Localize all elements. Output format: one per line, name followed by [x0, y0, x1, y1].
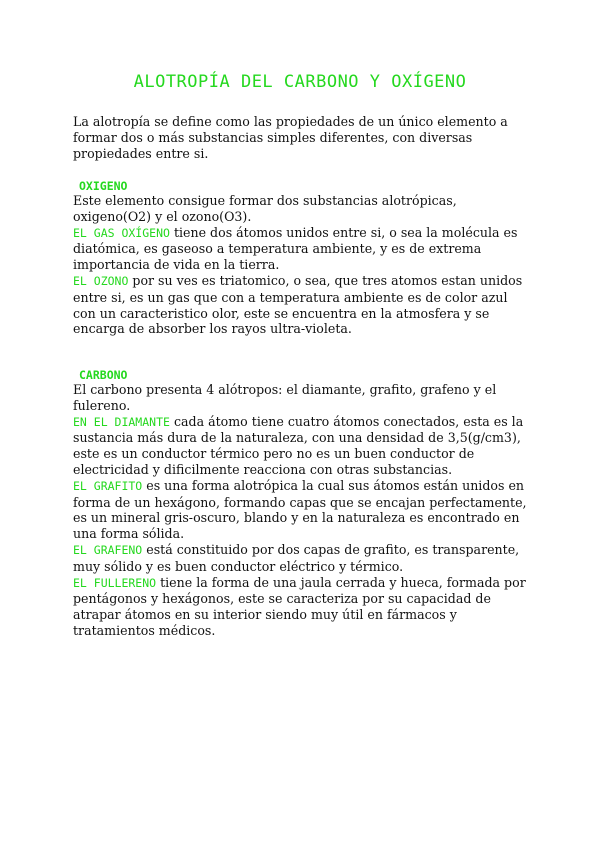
ozono-label: EL OZONO [73, 273, 129, 288]
gas-oxigeno-label: EL GAS OXÍGENO [73, 225, 170, 240]
fullereno-paragraph [73, 575, 533, 639]
carbono-heading: CARBONO [79, 368, 128, 382]
grafito-label: EL GRAFITO [73, 478, 143, 493]
gas-oxigeno-text: tiene dos átomos unidos entre si, o sea la molécula es diatómica, es gaseoso a temperatura ambiente, y es de extrema importancia de vida en la tierra. [73, 224, 518, 273]
document-title: ALOTROPÍA DEL CARBONO Y OXÍGENO [133, 72, 467, 92]
oxigeno-intro: Este elemento consigue formar dos substancias alotrópicas, oxigeno(O2) y el ozono(O3). [73, 193, 457, 224]
fullereno-label: EL FULLERENO [73, 575, 157, 590]
fullereno-text: tiene la forma de una jaula cerrada y hueca, formada por pentágonos y hexágonos, este se caracteriza por su capacidad de atrapar átomos en su interior siendo muy útil en fármacos y tratamientos médicos. [73, 574, 526, 638]
ozono-paragraph [73, 273, 533, 337]
oxigeno-heading: OXIGENO [79, 179, 128, 193]
grafito-paragraph [73, 478, 533, 542]
diamante-paragraph [73, 414, 533, 478]
carbono-intro: El carbono presenta 4 alótropos: el diamante, grafito, grafeno y el fulereno. [73, 382, 497, 413]
oxigeno-section [73, 193, 533, 337]
ozono-text: por su ves es triatomico, o sea, que tres atomos estan unidos entre si, es un gas que con a temperatura ambiente es de color azul con un caracteristico olor, este se encuentra en la atmosfera y se encarga de absorber los rayos ultra-violeta. [73, 272, 523, 337]
grafito-text: es una forma alotrópica la cual sus átomos están unidos en forma de un hexágono, formando capas que se encajan perfectamente, es un mineral gris-oscuro, blando y en la naturaleza es encontrado en una forma sólida. [73, 477, 527, 542]
grafeno-text: está constituido por dos capas de grafito, es transparente, muy sólido y es buen conductor eléctrico y térmico. [73, 541, 520, 574]
grafeno-label: EL GRAFENO [73, 542, 143, 557]
diamante-label: EN EL DIAMANTE [73, 414, 170, 429]
intro-paragraph: La alotropía se define como las propiedades de un único elemento a formar dos o más substancias simples diferentes, con diversas propiedades entre si. [73, 114, 508, 161]
diamante-text: cada átomo tiene cuatro átomos conectados, esta es la sustancia más dura de la naturaleza, con una densidad de 3,5(g/cm3), este es un conductor térmico pero no es un buen conductor de electricidad y dificilmente reacciona con otras substancias. [73, 413, 524, 477]
gas-oxigeno-paragraph [73, 225, 533, 273]
grafeno-paragraph [73, 542, 533, 575]
carbono-section [73, 382, 533, 639]
